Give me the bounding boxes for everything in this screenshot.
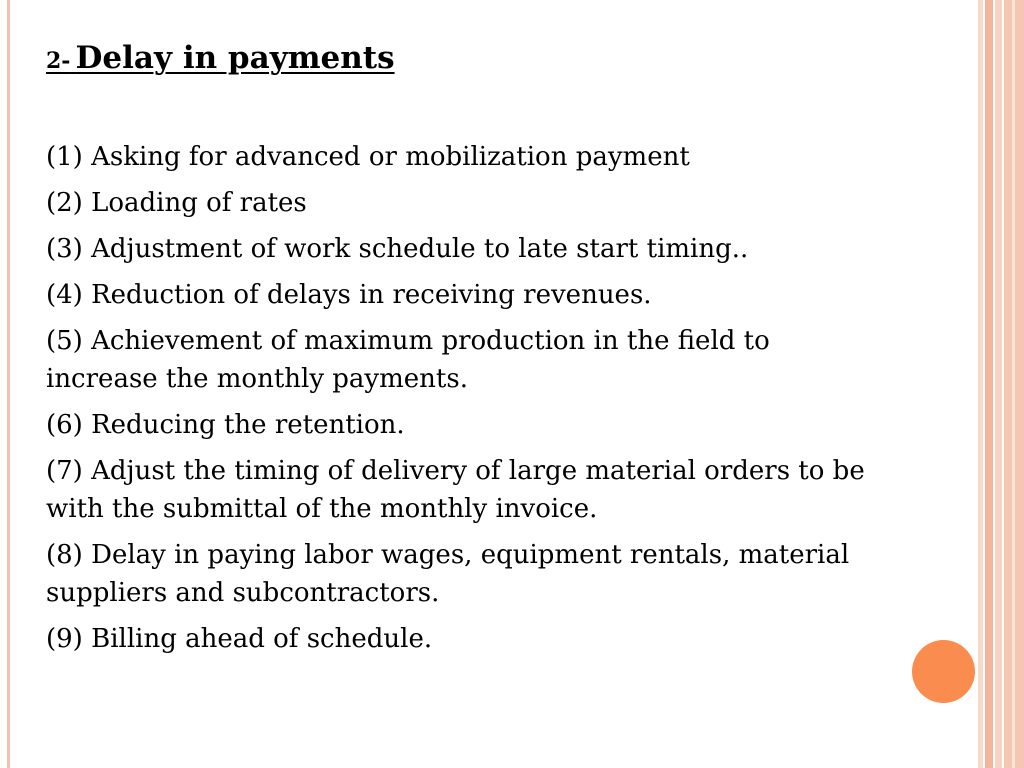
right-border-stripe — [978, 0, 983, 768]
slide-title — [46, 40, 395, 76]
title-text: Delay in payments — [75, 40, 395, 76]
list-item: (9) Billing ahead of schedule. — [46, 624, 433, 654]
orange-circle-decoration — [912, 640, 975, 703]
list-item: (5) Achievement of maximum production in the field to increase the monthly payments. — [46, 326, 770, 394]
item-list — [46, 138, 876, 666]
right-border-stripe — [995, 0, 1002, 768]
left-border-line — [7, 0, 10, 768]
list-item: (1) Asking for advanced or mobilization payment — [46, 142, 690, 172]
list-item: (7) Adjust the timing of delivery of large material orders to be with the submittal of the monthly invoice. — [46, 456, 865, 524]
list-item: (2) Loading of rates — [46, 188, 307, 218]
right-border-stripe — [985, 0, 993, 768]
list-item: (6) Reducing the retention. — [46, 410, 405, 440]
list-item: (8) Delay in paying labor wages, equipment rentals, material suppliers and subcontractors. — [46, 540, 850, 608]
title-number: 2- — [46, 48, 71, 74]
right-border-stripe — [1012, 0, 1015, 768]
list-item: (4) Reduction of delays in receiving revenues. — [46, 280, 652, 310]
list-item: (3) Adjustment of work schedule to late start timing.. — [46, 234, 749, 264]
